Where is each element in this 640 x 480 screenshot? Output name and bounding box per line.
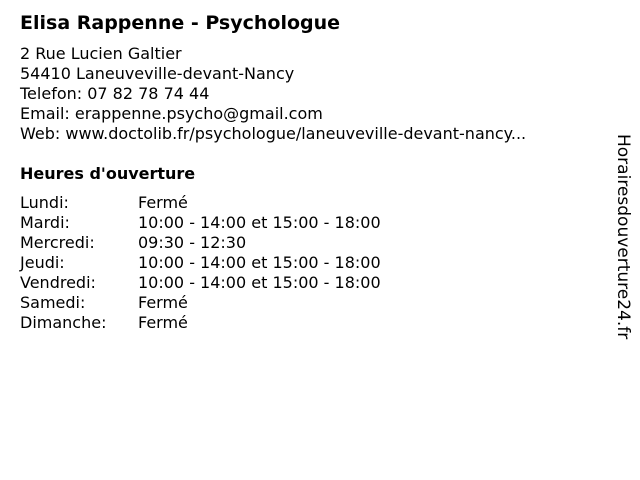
hours-row-saturday	[20, 293, 381, 313]
hours-row-friday	[20, 273, 381, 293]
day-label: Samedi:	[20, 293, 86, 312]
business-card	[20, 10, 590, 333]
hours-row-tuesday	[20, 213, 381, 233]
day-label: Jeudi:	[20, 253, 65, 272]
brand-site-name[interactable]: Horairesdouverture24.fr	[613, 134, 633, 340]
day-hours: Fermé	[138, 293, 188, 312]
business-title: Elisa Rappenne - Psychologue	[20, 12, 341, 34]
opening-hours-table	[20, 193, 381, 333]
hours-row-wednesday	[20, 233, 381, 253]
brand-sidebar	[610, 134, 634, 370]
hours-row-thursday	[20, 253, 381, 273]
day-hours: Fermé	[138, 313, 188, 332]
opening-hours-heading: Heures d'ouverture	[20, 164, 196, 183]
hours-row-monday	[20, 193, 381, 213]
email-link[interactable]: Email: erappenne.psycho@gmail.com	[20, 104, 323, 123]
day-label: Dimanche:	[20, 313, 107, 332]
phone-number[interactable]: Telefon: 07 82 78 74 44	[20, 84, 210, 103]
day-label: Mercredi:	[20, 233, 95, 252]
address-city: 54410 Laneuveville-devant-Nancy	[20, 64, 295, 83]
day-hours: 10:00 - 14:00 et 15:00 - 18:00	[138, 273, 381, 292]
address-street: 2 Rue Lucien Galtier	[20, 44, 182, 63]
day-label: Lundi:	[20, 193, 69, 212]
hours-row-sunday	[20, 313, 381, 333]
day-label: Mardi:	[20, 213, 70, 232]
day-hours: 09:30 - 12:30	[138, 233, 247, 252]
day-label: Vendredi:	[20, 273, 96, 292]
day-hours: 10:00 - 14:00 et 15:00 - 18:00	[138, 253, 381, 272]
day-hours: 10:00 - 14:00 et 15:00 - 18:00	[138, 213, 381, 232]
website-link[interactable]: Web: www.doctolib.fr/psychologue/laneuveville-devant-nancy...	[20, 124, 527, 143]
day-hours: Fermé	[138, 193, 188, 212]
